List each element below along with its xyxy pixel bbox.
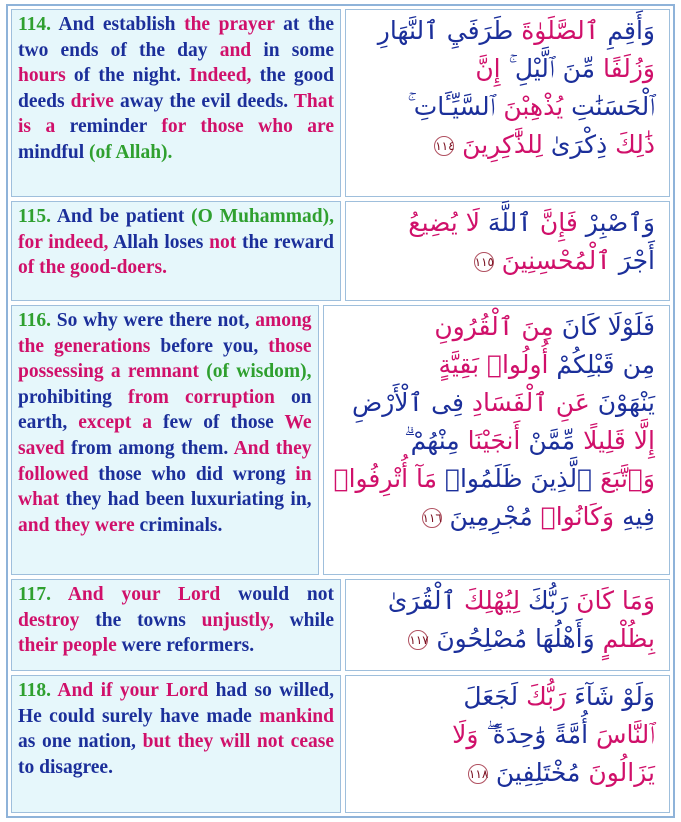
translation-segment: to disagree.	[18, 756, 113, 778]
arabic-word: لِيُهْلِكَ	[456, 586, 521, 615]
translation-segment: on earth,	[18, 386, 312, 434]
arabic-word: أُولُوا۟ بَقِيَّةٍ	[438, 350, 549, 379]
arabic-line	[334, 460, 655, 498]
arabic-line	[334, 498, 655, 536]
arabic-word: مِنْهُمْ ۗ	[404, 426, 460, 455]
arabic-word: مِّمَّنْ	[520, 426, 576, 455]
translation-segment: they had been luxuriating in,	[59, 489, 312, 511]
verse-row	[11, 579, 670, 671]
translation-segment: the good deeds	[18, 65, 335, 112]
translation-segment: the prayer	[184, 14, 275, 35]
translation-segment: And be patient	[51, 206, 192, 227]
translation-segment: but they will not cease	[142, 731, 334, 753]
translation-segment: would not	[238, 584, 334, 605]
translation-segment: Allah loses	[113, 231, 210, 253]
arabic-word: فَإِنَّ	[531, 208, 578, 237]
translation-segment: Indeed,	[189, 65, 252, 87]
translation-segment: from corruption	[128, 386, 275, 408]
translation-segment: not	[209, 231, 237, 253]
arabic-line	[356, 620, 655, 658]
translation-segment: those possessing a remnant	[18, 335, 312, 383]
translation-segment: unjustly,	[201, 609, 274, 631]
arabic-line	[334, 308, 655, 346]
arabic-word: فِيهِ	[614, 502, 655, 531]
arabic-word: فِى ٱلْأَرْضِ	[351, 388, 464, 417]
arabic-word: وَأَهْلُهَا	[527, 624, 595, 653]
translation-segment: for those who are	[161, 116, 334, 138]
arabic-word: وَٱتَّبَعَ	[592, 464, 655, 493]
verse-number: 114.	[18, 14, 52, 35]
english-translation	[11, 675, 341, 813]
english-translation	[11, 9, 341, 197]
verse-number: 116.	[18, 310, 52, 331]
translation-segment: had so willed, He could surely have made	[18, 680, 334, 727]
arabic-line	[356, 126, 655, 164]
ayah-number-marker: ١١٤	[434, 136, 454, 156]
arabic-word: ٱللَّهَ	[479, 208, 532, 237]
arabic-word: يَزَالُونَ	[580, 758, 655, 787]
arabic-word: مِّنَ ٱلَّيْلِ ۚ	[500, 54, 596, 83]
arabic-word: فَلَوْلَا كَانَ	[553, 312, 655, 341]
arabic-word: أَجْرَ	[610, 246, 655, 275]
translation-segment: And your Lord	[51, 584, 239, 605]
arabic-word: وَمَا كَانَ	[568, 586, 655, 615]
arabic-word: وَٱصْبِرْ	[577, 208, 655, 237]
translation-segment: (O Muhammad),	[191, 206, 334, 227]
arabic-word: مَآ أُتْرِفُوا۟	[333, 464, 438, 493]
ayah-number-marker: ١١٨	[468, 764, 488, 784]
arabic-word: رَبُّكَ	[520, 586, 569, 615]
arabic-word: إِنَّ	[475, 54, 501, 83]
ayah-number-marker: ١١٦	[422, 508, 442, 528]
translation-segment: So why were there not,	[51, 310, 256, 331]
arabic-text	[345, 579, 670, 671]
arabic-word: مِن قَبْلِكُمْ	[548, 350, 655, 379]
arabic-word: طَرَفَيِ ٱلنَّهَارِ	[377, 16, 514, 45]
arabic-line	[356, 88, 655, 126]
english-translation	[11, 579, 341, 671]
arabic-word: وَأَقِمِ	[599, 16, 655, 45]
verse-row	[11, 201, 670, 301]
translation-segment: hours	[18, 65, 66, 87]
translation-segment: prohibiting	[18, 386, 129, 408]
arabic-line	[356, 50, 655, 88]
arabic-text	[323, 305, 670, 575]
translation-segment: destroy	[18, 609, 96, 631]
verse-row	[11, 9, 670, 197]
arabic-word: مُجْرِمِينَ	[441, 502, 533, 531]
arabic-word: مِنَ ٱلْقُرُونِ	[434, 312, 554, 341]
arabic-word: ذِكْرَىٰ	[542, 130, 608, 159]
verse-table	[6, 4, 675, 818]
arabic-word: يَنْهَوْنَ	[589, 388, 655, 417]
translation-segment: as one nation,	[18, 731, 143, 753]
arabic-word: عَنِ ٱلْفَسَادِ	[463, 388, 590, 417]
translation-segment: their people	[18, 635, 122, 657]
arabic-text	[345, 201, 670, 301]
verse-row	[11, 675, 670, 813]
translation-segment: among the generations	[18, 310, 312, 357]
arabic-word: ٱلْقُرَىٰ	[387, 586, 457, 615]
arabic-word: لَا يُضِيعُ	[408, 208, 480, 237]
english-translation	[11, 305, 319, 575]
arabic-text	[345, 9, 670, 197]
arabic-line	[334, 384, 655, 422]
translation-segment: drive	[70, 90, 114, 112]
translation-segment: few of those	[152, 412, 285, 434]
translation-segment: mindful	[18, 141, 89, 163]
arabic-word: ذَٰلِكَ	[607, 130, 655, 159]
arabic-word: وَزُلَفًا	[595, 54, 655, 83]
arabic-word: ٱلْحَسَنَٰتِ	[563, 92, 655, 121]
arabic-word: وَلَوْ شَآءَ	[566, 682, 655, 711]
translation-segment: in some	[251, 39, 334, 61]
verse-number: 115.	[18, 206, 52, 227]
arabic-line	[356, 242, 655, 280]
arabic-word: ٱلصَّلَوٰةَ	[513, 16, 600, 45]
arabic-line	[356, 582, 655, 620]
arabic-line	[356, 678, 655, 716]
arabic-word: ٱلَّذِينَ ظَلَمُوا۟	[437, 464, 593, 493]
arabic-word: مُخْتَلِفِينَ	[487, 758, 581, 787]
translation-segment: in what	[18, 463, 312, 511]
arabic-word: يُذْهِبْنَ	[495, 92, 564, 121]
translation-segment: the towns	[95, 609, 202, 631]
translation-segment: criminals.	[134, 514, 223, 536]
translation-segment: And if your Lord	[51, 680, 216, 701]
translation-segment: (of wisdom),	[199, 361, 312, 383]
translation-segment: at the two ends of the day	[18, 14, 334, 61]
arabic-text	[345, 675, 670, 813]
translation-segment: away the evil deeds.	[113, 90, 294, 112]
arabic-word: بِظُلْمٍ	[594, 624, 655, 653]
ayah-number-marker: ١١٧	[408, 630, 428, 650]
arabic-word: لِلذَّٰكِرِينَ	[454, 130, 543, 159]
translation-segment: for indeed,	[18, 231, 114, 253]
translation-segment: of the night.	[65, 65, 190, 87]
translation-segment: And they followed	[18, 437, 312, 485]
verse-number: 117.	[18, 584, 52, 605]
translation-segment: while	[273, 609, 335, 631]
arabic-line	[356, 204, 655, 242]
arabic-word: أَنجَيْنَا	[459, 426, 521, 455]
arabic-word: لَجَعَلَ	[463, 682, 519, 711]
translation-segment: from among them.	[64, 437, 234, 459]
translation-segment: except a	[78, 412, 153, 434]
ayah-number-marker: ١١٥	[474, 252, 494, 272]
arabic-word: ۖ وَلَا	[452, 720, 487, 749]
arabic-line	[334, 346, 655, 384]
arabic-line	[356, 754, 655, 792]
translation-segment: those who did wrong	[88, 463, 296, 485]
arabic-word: وَكَانُوا۟	[532, 502, 615, 531]
translation-segment: of the	[18, 257, 66, 279]
verse-number: 118.	[18, 680, 52, 701]
arabic-word: إِلَّا قَلِيلًا	[575, 426, 655, 455]
english-translation	[11, 201, 341, 301]
translation-segment: And establish	[51, 14, 185, 35]
translation-segment: were reformers.	[121, 635, 255, 657]
arabic-line	[356, 716, 655, 754]
arabic-word: أُمَّةً وَٰحِدَةً	[486, 720, 589, 749]
translation-segment: mankind	[259, 705, 334, 727]
translation-segment: good-doers.	[65, 257, 167, 279]
translation-segment: reminder	[55, 116, 162, 138]
arabic-word: رَبُّكَ	[518, 682, 567, 711]
translation-segment: (of Allah).	[88, 141, 173, 163]
translation-segment: and	[219, 39, 252, 61]
translation-segment: before you,	[150, 335, 269, 357]
arabic-word: ٱلنَّاسَ	[588, 720, 655, 749]
translation-segment: We saved	[18, 412, 312, 459]
arabic-line	[356, 12, 655, 50]
translation-segment: That is a	[18, 90, 334, 138]
translation-segment: the reward	[236, 231, 334, 253]
arabic-word: مُصْلِحُونَ	[428, 624, 528, 653]
verse-row	[11, 305, 670, 575]
translation-segment: and they were	[18, 514, 135, 536]
arabic-word: ٱلْمُحْسِنِينَ	[493, 246, 611, 275]
arabic-line	[334, 422, 655, 460]
arabic-word: ٱلسَّيِّـَٔاتِ ۚ	[407, 92, 496, 121]
